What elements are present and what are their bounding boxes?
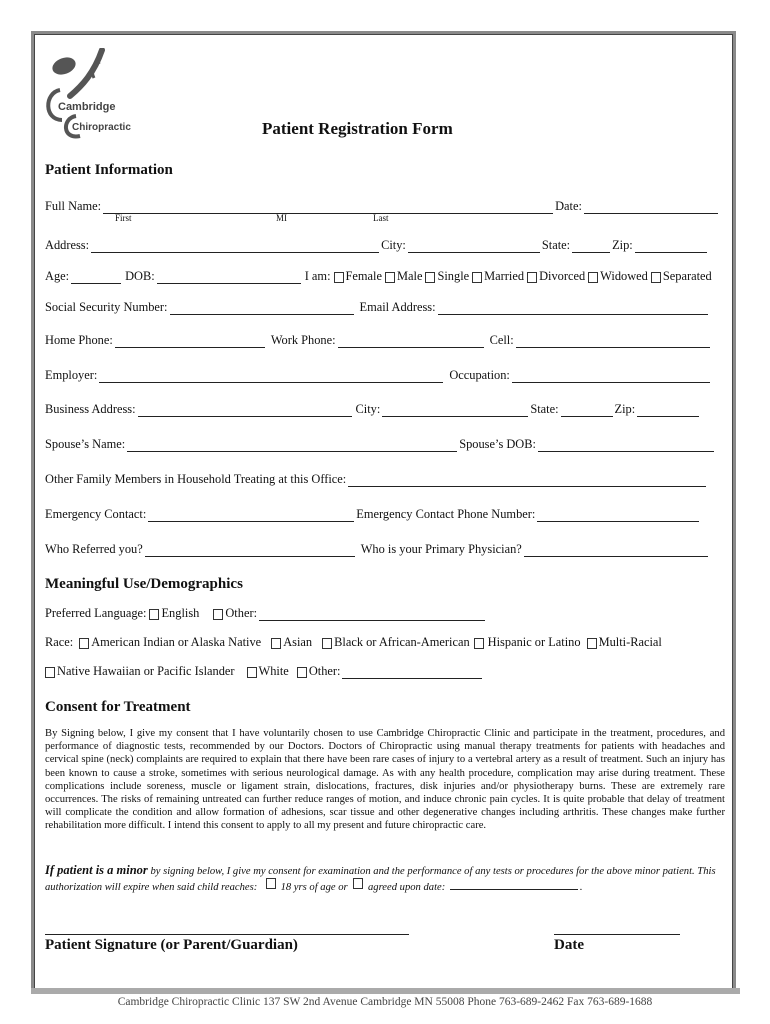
hispanic-label: Hispanic or Latino xyxy=(487,635,581,649)
minor-lead: If patient is a minor xyxy=(45,863,148,877)
separated-label: Separated xyxy=(662,269,712,283)
emergency-phone-field[interactable] xyxy=(537,511,699,522)
logo-text-2: Chiropractic xyxy=(72,122,131,133)
spouse-dob-field[interactable] xyxy=(538,441,714,452)
agreed-date-checkbox[interactable] xyxy=(353,878,363,889)
race-other-label: Other: xyxy=(308,664,341,678)
minor-colon: : xyxy=(441,881,446,893)
consent-text: By Signing below, I give my consent that I have voluntarily chosen to use Cambridge Chiropractic Clinic and participate in the treatment, procedures, and performance of diagnostic tests, recommended by our Doctors. Doctors of Chiropractic using manual therapy treatments for patients with headaches and cervical spine (neck) complaints are required to explain that there have been rare cases of injury to a vertebral artery as a result of treatment. Such an injury has been known to cause a stroke, sometimes with serious neurological damage. As with any health procedure, complication may arise during treatment. These complications include soreness, muscle or ligament strain, dislocations, fractures, disk injuries and/or physiotherapy burns. These are extremely rare occurrences. The risks of remaining untreated can further reduce ranges of motion, and induce chronic pain cycles. It is quite probable that delay of treatment will complicate the condition and allow formation of adhesions, scar tissue and other degenerative changes including arthritis. These changes make further rehabilitation more difficult. I intend this consent to apply to all my present and future chiropractic care. xyxy=(45,728,725,832)
asian-checkbox[interactable] xyxy=(271,638,281,649)
cell-label: Cell: xyxy=(489,333,514,347)
ssn-field[interactable] xyxy=(170,304,354,315)
spouse-name-label: Spouse’s Name: xyxy=(45,437,126,451)
business-zip-field[interactable] xyxy=(637,406,699,417)
business-city-label: City: xyxy=(355,402,381,416)
occupation-label: Occupation: xyxy=(449,368,510,382)
occupation-field[interactable] xyxy=(512,372,710,383)
minor-text: by signing below, I give my consent for examination and the performance of any tests or procedures for the above minor patient. This authorization will expire when said child reaches: xyxy=(45,866,716,893)
english-label: English xyxy=(161,606,200,620)
i-am-label: I am: xyxy=(304,269,331,283)
signature-date-label: Date xyxy=(554,937,584,953)
female-label: Female xyxy=(345,269,382,283)
hawaiian-checkbox[interactable] xyxy=(45,667,55,678)
emergency-contact-label: Emergency Contact: xyxy=(45,507,147,521)
full-name-field[interactable] xyxy=(103,203,553,214)
dob-field[interactable] xyxy=(157,273,301,284)
business-zip-label: Zip: xyxy=(614,402,636,416)
page-title: Patient Registration Form xyxy=(262,119,453,138)
multi-racial-checkbox[interactable] xyxy=(587,638,597,649)
race-label: Race: xyxy=(45,635,74,649)
age-label: Age: xyxy=(45,269,70,283)
last-label: Last xyxy=(373,213,389,223)
first-label: First xyxy=(115,213,132,223)
physician-label: Who is your Primary Physician? xyxy=(360,542,522,556)
zip-field[interactable] xyxy=(635,242,707,253)
married-checkbox[interactable] xyxy=(472,272,482,283)
referred-label: Who Referred you? xyxy=(45,542,143,556)
city-field[interactable] xyxy=(408,242,540,253)
age-field[interactable] xyxy=(71,273,121,284)
section-demographics: Meaningful Use/Demographics xyxy=(45,576,243,592)
female-checkbox[interactable] xyxy=(334,272,344,283)
business-state-field[interactable] xyxy=(561,406,613,417)
language-other-checkbox[interactable] xyxy=(213,609,223,620)
minor-or: or xyxy=(338,881,348,893)
business-city-field[interactable] xyxy=(382,406,528,417)
american-indian-checkbox[interactable] xyxy=(79,638,89,649)
race-other-checkbox[interactable] xyxy=(297,667,307,678)
multi-racial-label: Multi-Racial xyxy=(598,635,662,649)
eighteen-checkbox[interactable] xyxy=(266,878,276,889)
minor-opt2: agreed upon date xyxy=(367,881,442,893)
employer-field[interactable] xyxy=(99,372,443,383)
white-label: White xyxy=(258,664,289,678)
referred-field[interactable] xyxy=(145,546,355,557)
black-label: Black or African-American xyxy=(334,635,470,649)
business-address-label: Business Address: xyxy=(45,402,136,416)
date-signature-line[interactable] xyxy=(554,933,680,935)
city-label: City: xyxy=(381,238,406,252)
business-state-label: State: xyxy=(530,402,559,416)
state-label: State: xyxy=(541,238,571,252)
work-phone-label: Work Phone: xyxy=(270,333,336,347)
language-other-field[interactable] xyxy=(259,610,485,621)
address-label: Address: xyxy=(45,238,90,252)
asian-label: Asian xyxy=(283,635,313,649)
single-label: Single xyxy=(437,269,470,283)
married-label: Married xyxy=(484,269,525,283)
other-family-label: Other Family Members in Household Treating at this Office: xyxy=(45,472,347,486)
male-checkbox[interactable] xyxy=(385,272,395,283)
male-label: Male xyxy=(397,269,423,283)
home-phone-field[interactable] xyxy=(115,337,265,348)
race-other-field[interactable] xyxy=(342,668,482,679)
hawaiian-label: Native Hawaiian or Pacific Islander xyxy=(57,664,235,678)
minor-date-field[interactable] xyxy=(450,880,578,890)
separated-checkbox[interactable] xyxy=(651,272,661,283)
widowed-checkbox[interactable] xyxy=(588,272,598,283)
dob-label: DOB: xyxy=(125,269,155,283)
emergency-phone-label: Emergency Contact Phone Number: xyxy=(356,507,536,521)
physician-field[interactable] xyxy=(524,546,708,557)
ssn-label: Social Security Number: xyxy=(45,300,168,314)
patient-signature-line[interactable] xyxy=(45,933,409,935)
white-checkbox[interactable] xyxy=(247,667,257,678)
spouse-dob-label: Spouse’s DOB: xyxy=(459,437,536,451)
employer-label: Employer: xyxy=(45,368,98,382)
minor-opt1: 18 yrs of age xyxy=(280,881,336,893)
footer-address: Cambridge Chiropractic Clinic 137 SW 2nd Avenue Cambridge MN 55008 Phone 763-689-2462 Fax 763-689-1688 xyxy=(117,996,653,1008)
clinic-logo xyxy=(42,48,152,140)
minor-consent: If patient is a minor by signing below, I give my consent for examination and the performance of any tests or procedures for the above minor patient. This authorization will expire when said child reaches: 18 yrs of age or agreed upon date: . xyxy=(45,863,716,893)
language-other-label: Other: xyxy=(225,606,258,620)
business-address-field[interactable] xyxy=(138,406,352,417)
emergency-contact-field[interactable] xyxy=(148,511,354,522)
american-indian-label: American Indian or Alaska Native xyxy=(91,635,262,649)
zip-label: Zip: xyxy=(612,238,633,252)
cell-field[interactable] xyxy=(516,337,710,348)
state-field[interactable] xyxy=(572,242,610,253)
divorced-checkbox[interactable] xyxy=(527,272,537,283)
home-phone-label: Home Phone: xyxy=(45,333,113,347)
other-family-field[interactable] xyxy=(348,476,706,487)
mi-label: MI xyxy=(276,213,287,223)
black-checkbox[interactable] xyxy=(322,638,332,649)
date-field[interactable] xyxy=(584,203,718,214)
border-shadow xyxy=(31,988,740,994)
email-label: Email Address: xyxy=(359,300,436,314)
hispanic-checkbox[interactable] xyxy=(474,638,484,649)
section-patient-info: Patient Information xyxy=(45,162,173,178)
logo-text-1: Cambridge xyxy=(58,101,116,113)
date-label: Date: xyxy=(555,199,582,213)
work-phone-field[interactable] xyxy=(338,337,484,348)
single-checkbox[interactable] xyxy=(425,272,435,283)
english-checkbox[interactable] xyxy=(149,609,159,620)
widowed-label: Widowed xyxy=(600,269,648,283)
language-label: Preferred Language: xyxy=(45,606,147,620)
full-name-label: Full Name: xyxy=(45,199,102,213)
address-field[interactable] xyxy=(91,242,379,253)
section-consent: Consent for Treatment xyxy=(45,699,191,715)
patient-signature-label: Patient Signature (or Parent/Guardian) xyxy=(45,937,298,953)
divorced-label: Divorced xyxy=(539,269,586,283)
email-field[interactable] xyxy=(438,304,708,315)
spouse-name-field[interactable] xyxy=(127,441,457,452)
